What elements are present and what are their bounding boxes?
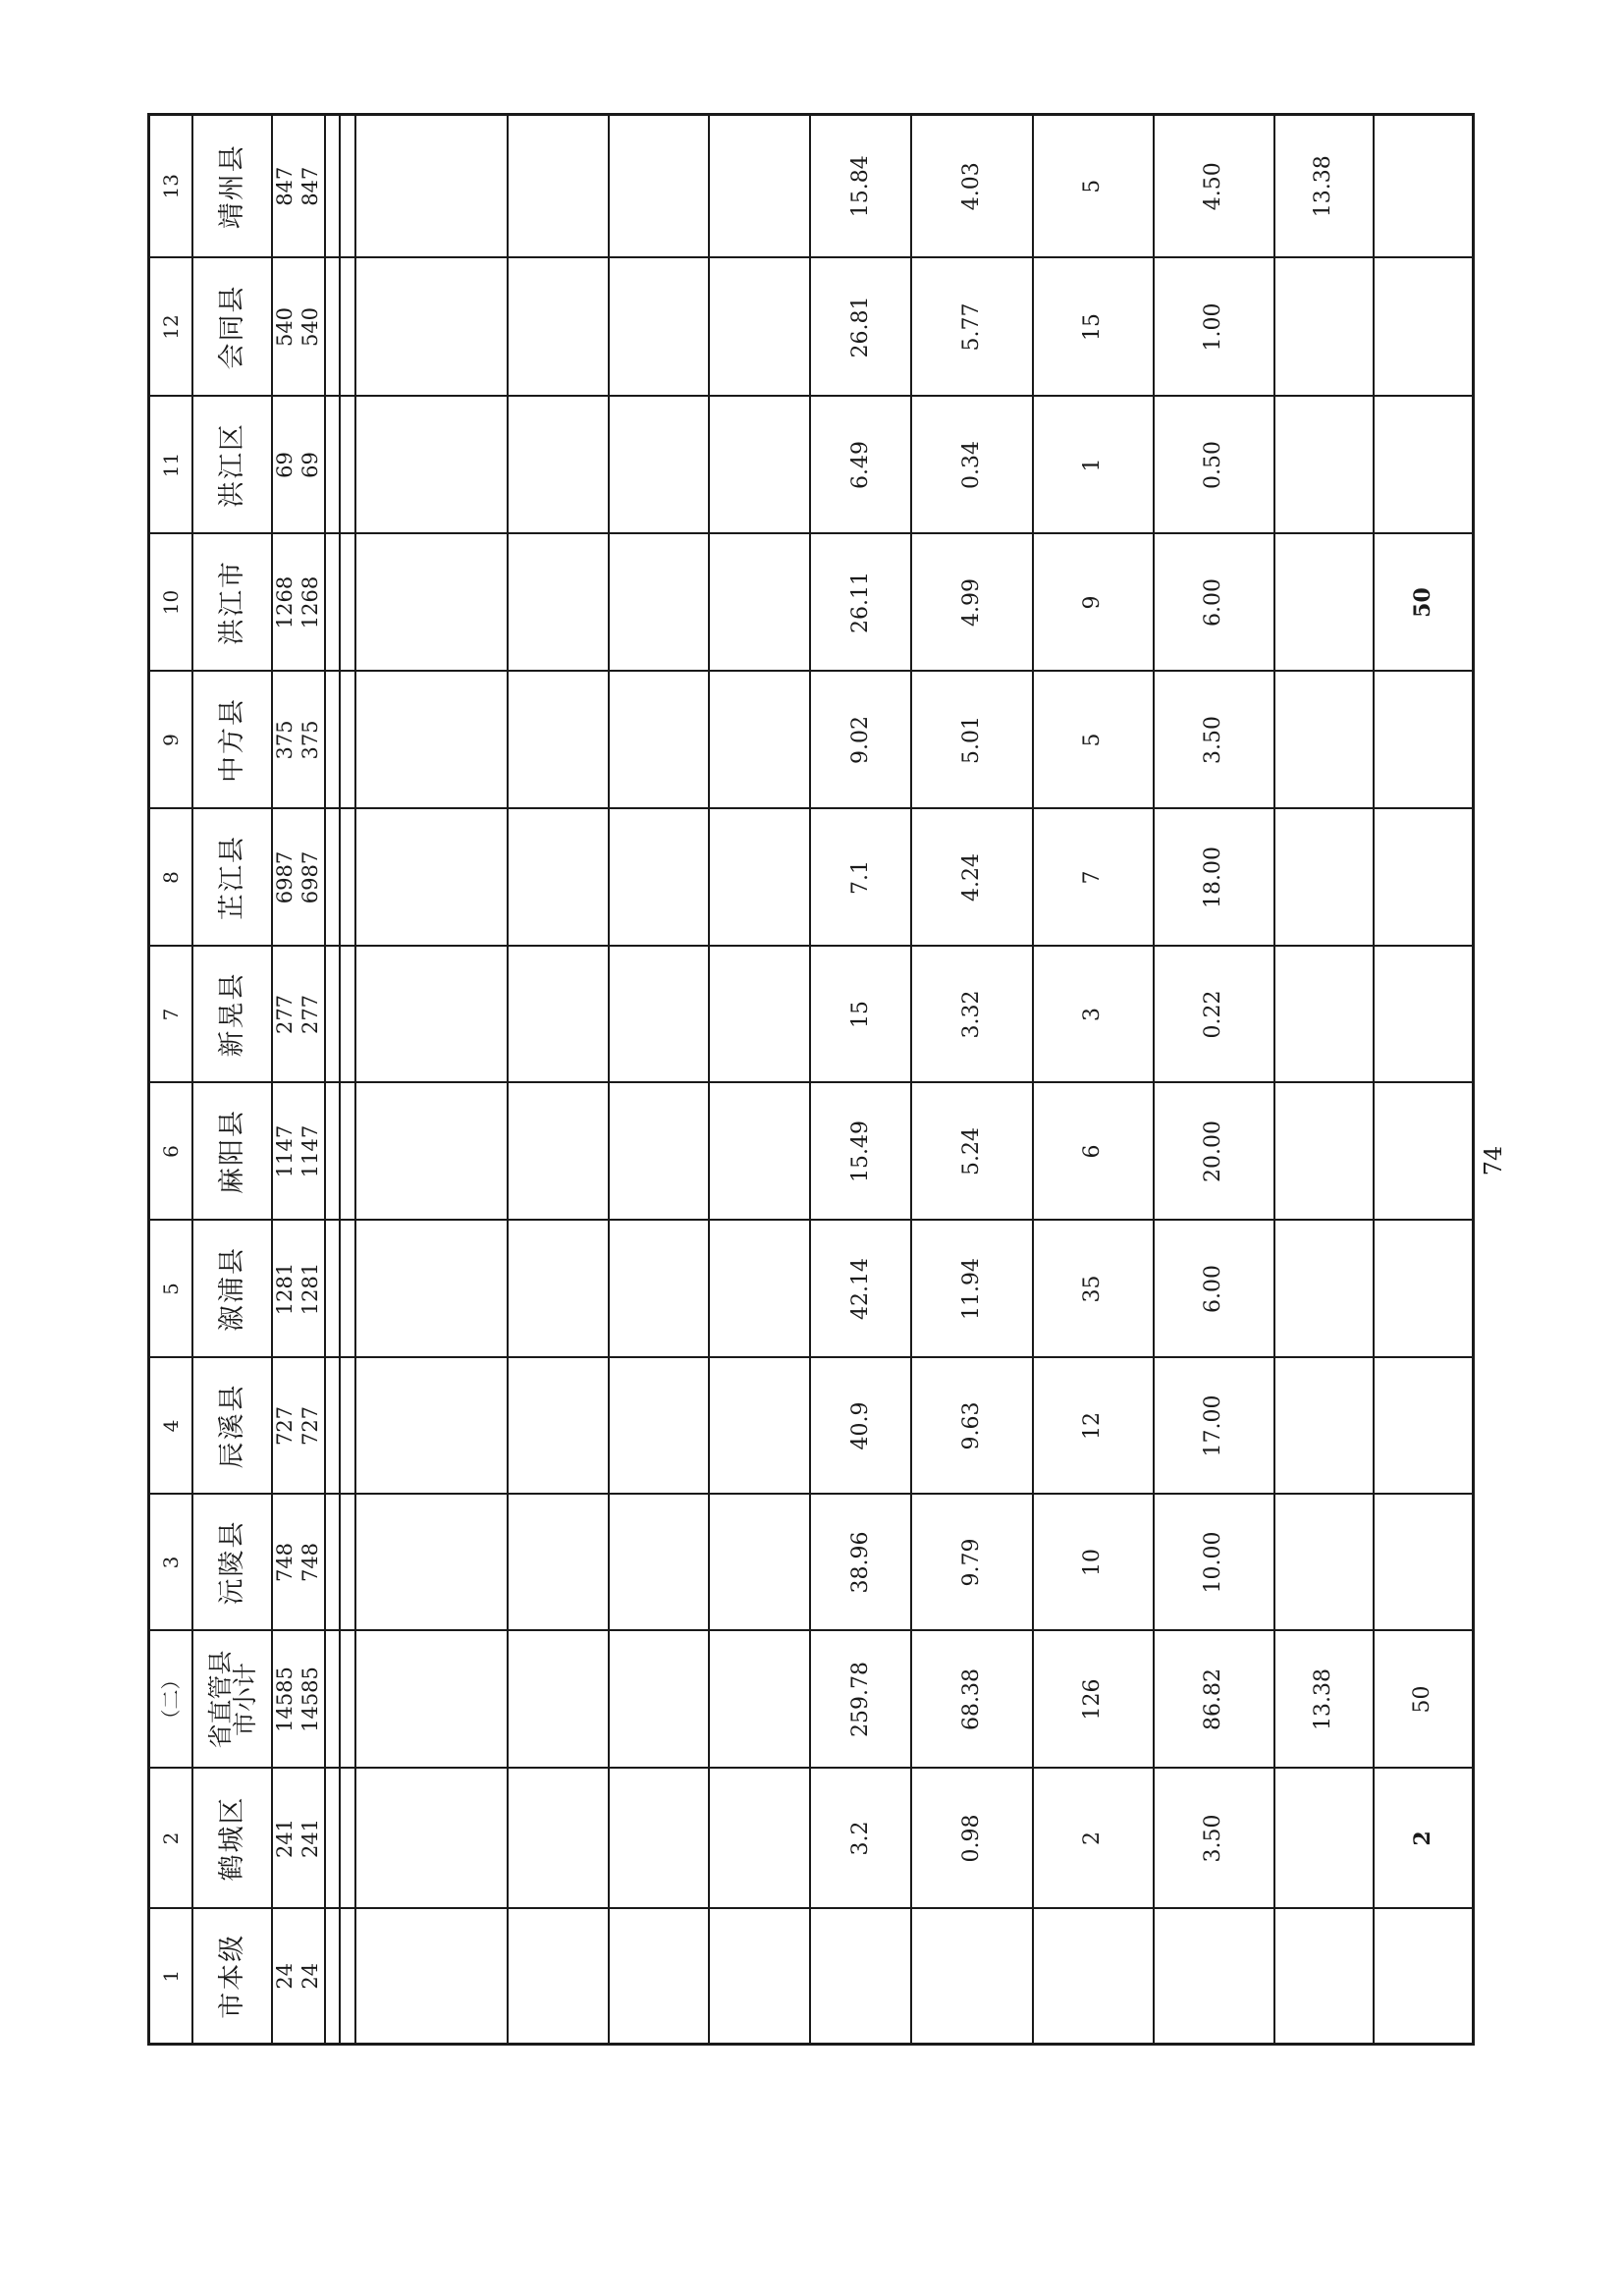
table-cell — [508, 1631, 609, 1769]
table-cell: 3 — [1033, 947, 1154, 1083]
table-cell: 7.1 — [810, 809, 911, 947]
table-cell — [508, 1769, 609, 1909]
region-name: 芷江县 — [192, 809, 272, 947]
column-number: 3 — [149, 1495, 193, 1631]
region-name: 麻阳县 — [192, 1083, 272, 1221]
table-cell — [609, 534, 710, 672]
table-cell — [340, 115, 355, 258]
region-name: 市本级 — [192, 1909, 272, 2045]
table-cell — [1033, 1909, 1154, 2045]
table-cell — [1274, 809, 1374, 947]
table-cell — [325, 115, 341, 258]
table-cell — [709, 809, 810, 947]
column-number: 13 — [149, 115, 193, 258]
column-number: 1 — [149, 1909, 193, 2045]
column-number: 5 — [149, 1221, 193, 1358]
table-cell — [1374, 1909, 1474, 2045]
table-cell: 540 — [298, 258, 325, 397]
table-cell: 24 — [272, 1909, 298, 2045]
table-cell: 1281 — [298, 1221, 325, 1358]
table-cell — [709, 1221, 810, 1358]
table-cell: 24 — [298, 1909, 325, 2045]
column-number: 7 — [149, 947, 193, 1083]
column-number-row — [149, 115, 193, 2045]
table-cell — [508, 534, 609, 672]
table-cell — [355, 1083, 507, 1221]
empty-row — [355, 115, 507, 2045]
region-name: 洪江市 — [192, 534, 272, 672]
table-cell — [1374, 397, 1474, 534]
table-cell — [508, 1358, 609, 1495]
table-cell: 15.84 — [810, 115, 911, 258]
region-name: 溆浦县 — [192, 1221, 272, 1358]
table-cell — [340, 809, 355, 947]
table-cell: 26.81 — [810, 258, 911, 397]
table-cell — [325, 397, 341, 534]
table-cell: 277 — [298, 947, 325, 1083]
table-cell — [1374, 115, 1474, 258]
data-row — [1033, 115, 1154, 2045]
column-number: 8 — [149, 809, 193, 947]
table-cell: 14585 — [298, 1631, 325, 1769]
table-cell: 50 — [1374, 534, 1474, 672]
table-cell: 3.50 — [1154, 1769, 1274, 1909]
table-cell — [609, 1495, 710, 1631]
table-cell: 1147 — [298, 1083, 325, 1221]
table-cell — [709, 672, 810, 809]
table-cell — [609, 1083, 710, 1221]
table-cell: 241 — [272, 1769, 298, 1909]
table-cell: 847 — [272, 115, 298, 258]
table-cell: 6987 — [272, 809, 298, 947]
table-cell — [355, 1495, 507, 1631]
table-cell — [1274, 397, 1374, 534]
table-cell — [1374, 1495, 1474, 1631]
table-cell: 12 — [1033, 1358, 1154, 1495]
table-cell: 6987 — [298, 809, 325, 947]
table-cell: 0.34 — [911, 397, 1032, 534]
region-name: 中方县 — [192, 672, 272, 809]
table-cell: 6 — [1033, 1083, 1154, 1221]
statistics-table — [147, 113, 1475, 2046]
table-cell: 0.50 — [1154, 397, 1274, 534]
value-row-b — [298, 115, 325, 2045]
table-cell — [508, 397, 609, 534]
column-number: 12 — [149, 258, 193, 397]
data-row — [810, 115, 911, 2045]
table-cell — [1374, 1083, 1474, 1221]
column-number: （二） — [149, 1631, 193, 1769]
table-cell — [609, 947, 710, 1083]
table-cell — [325, 1909, 341, 2045]
table-cell — [709, 1083, 810, 1221]
table-cell: 9.63 — [911, 1358, 1032, 1495]
table-cell — [1274, 258, 1374, 397]
table-cell — [1274, 1221, 1374, 1358]
table-cell — [709, 1495, 810, 1631]
column-number: 6 — [149, 1083, 193, 1221]
table-cell: 7 — [1033, 809, 1154, 947]
table-cell — [1374, 672, 1474, 809]
table-cell: 10 — [1033, 1495, 1154, 1631]
table-cell: 375 — [298, 672, 325, 809]
table-cell — [355, 809, 507, 947]
table-cell — [709, 1358, 810, 1495]
table-cell — [609, 397, 710, 534]
data-row — [1154, 115, 1274, 2045]
table-cell: 40.9 — [810, 1358, 911, 1495]
region-name: 新晃县 — [192, 947, 272, 1083]
table-cell — [709, 947, 810, 1083]
table-cell: 5.77 — [911, 258, 1032, 397]
table-cell — [508, 1495, 609, 1631]
empty-row — [508, 115, 609, 2045]
table-cell — [355, 115, 507, 258]
table-cell — [709, 397, 810, 534]
table-cell: 0.22 — [1154, 947, 1274, 1083]
table-cell: 6.00 — [1154, 534, 1274, 672]
table-cell: 0.98 — [911, 1769, 1032, 1909]
table-cell — [340, 1909, 355, 2045]
region-name: 靖州县 — [192, 115, 272, 258]
table-cell: 2 — [1374, 1769, 1474, 1909]
table-cell: 727 — [298, 1358, 325, 1495]
table-cell — [508, 1909, 609, 2045]
table-cell — [609, 1769, 710, 1909]
region-name-row — [192, 115, 272, 2045]
table-cell — [325, 1083, 341, 1221]
region-name-line: 省直管县 — [205, 1650, 235, 1749]
data-row — [1274, 115, 1374, 2045]
table-cell — [609, 258, 710, 397]
table-cell — [709, 534, 810, 672]
table-cell — [340, 1769, 355, 1909]
table-cell — [609, 1631, 710, 1769]
rotated-table-page — [147, 116, 1475, 2046]
table-cell: 26.11 — [810, 534, 911, 672]
table-cell: 727 — [272, 1358, 298, 1495]
table-cell — [911, 1909, 1032, 2045]
table-cell — [508, 947, 609, 1083]
table-cell: 14585 — [272, 1631, 298, 1769]
table-cell: 5.01 — [911, 672, 1032, 809]
table-cell: 9.79 — [911, 1495, 1032, 1631]
empty-row — [340, 115, 355, 2045]
table-cell — [1374, 258, 1474, 397]
table-cell — [325, 947, 341, 1083]
table-cell — [709, 1631, 810, 1769]
table-cell: 15 — [810, 947, 911, 1083]
column-number: 10 — [149, 534, 193, 672]
table-cell — [709, 115, 810, 258]
table-cell — [340, 1083, 355, 1221]
table-cell: 3.2 — [810, 1769, 911, 1909]
table-cell — [1154, 1909, 1274, 2045]
table-cell — [355, 1769, 507, 1909]
table-cell: 375 — [272, 672, 298, 809]
table-cell: 35 — [1033, 1221, 1154, 1358]
table-cell — [609, 1909, 710, 2045]
table-cell — [340, 947, 355, 1083]
data-row — [911, 115, 1032, 2045]
table-cell — [1274, 672, 1374, 809]
table-cell: 2 — [1033, 1769, 1154, 1909]
table-cell — [355, 672, 507, 809]
table-cell — [1274, 1909, 1374, 2045]
table-cell: 13.38 — [1274, 1631, 1374, 1769]
table-cell — [1374, 809, 1474, 947]
column-number: 9 — [149, 672, 193, 809]
table-cell: 1147 — [272, 1083, 298, 1221]
table-cell — [340, 1221, 355, 1358]
empty-row — [325, 115, 341, 2045]
table-cell — [508, 809, 609, 947]
region-name-line: 市小计 — [230, 1663, 259, 1737]
table-cell — [1274, 1358, 1374, 1495]
table-cell: 5 — [1033, 115, 1154, 258]
table-cell: 847 — [298, 115, 325, 258]
table-cell: 11.94 — [911, 1221, 1032, 1358]
table-cell: 1.00 — [1154, 258, 1274, 397]
table-cell: 13.38 — [1274, 115, 1374, 258]
table-cell: 9.02 — [810, 672, 911, 809]
table-cell: 4.50 — [1154, 115, 1274, 258]
data-row — [1374, 115, 1474, 2045]
column-number: 4 — [149, 1358, 193, 1495]
table-cell — [355, 397, 507, 534]
table-cell — [325, 809, 341, 947]
table-cell: 241 — [298, 1769, 325, 1909]
table-cell: 5.24 — [911, 1083, 1032, 1221]
table-cell: 1268 — [272, 534, 298, 672]
table-cell — [1274, 1495, 1374, 1631]
table-cell: 4.99 — [911, 534, 1032, 672]
table-cell: 259.78 — [810, 1631, 911, 1769]
table-cell: 9 — [1033, 534, 1154, 672]
value-row-a — [272, 115, 298, 2045]
empty-row — [709, 115, 810, 2045]
region-name: 沅陵县 — [192, 1495, 272, 1631]
table-cell — [355, 1221, 507, 1358]
table-cell — [810, 1909, 911, 2045]
table-cell: 6.49 — [810, 397, 911, 534]
region-name: 鹤城区 — [192, 1769, 272, 1909]
table-cell — [709, 258, 810, 397]
table-cell: 1 — [1033, 397, 1154, 534]
table-cell — [325, 672, 341, 809]
table-cell — [508, 1221, 609, 1358]
table-cell: 68.38 — [911, 1631, 1032, 1769]
table-cell — [709, 1769, 810, 1909]
table-cell — [340, 672, 355, 809]
table-cell: 20.00 — [1154, 1083, 1274, 1221]
table-cell: 4.24 — [911, 809, 1032, 947]
column-number: 2 — [149, 1769, 193, 1909]
table-cell: 69 — [298, 397, 325, 534]
table-cell: 50 — [1374, 1631, 1474, 1769]
table-cell — [609, 1221, 710, 1358]
table-cell — [709, 1909, 810, 2045]
table-cell — [609, 115, 710, 258]
table-cell: 540 — [272, 258, 298, 397]
table-cell — [508, 672, 609, 809]
table-cell — [340, 1358, 355, 1495]
table-cell: 3.32 — [911, 947, 1032, 1083]
region-name: 辰溪县 — [192, 1358, 272, 1495]
region-name: 洪江区 — [192, 397, 272, 534]
table-cell — [508, 258, 609, 397]
empty-row — [609, 115, 710, 2045]
table-cell — [1274, 534, 1374, 672]
table-cell — [355, 534, 507, 672]
table-cell — [355, 1631, 507, 1769]
table-cell — [340, 397, 355, 534]
table-cell — [1374, 1221, 1474, 1358]
table-cell — [325, 1769, 341, 1909]
table-cell: 15.49 — [810, 1083, 911, 1221]
region-name: 会同县 — [192, 258, 272, 397]
table-cell: 277 — [272, 947, 298, 1083]
table-cell: 69 — [272, 397, 298, 534]
table-cell — [355, 947, 507, 1083]
page-number: 74 — [1480, 1145, 1507, 1176]
table-cell: 3.50 — [1154, 672, 1274, 809]
table-cell — [609, 672, 710, 809]
table-cell — [1274, 1083, 1374, 1221]
table-cell — [325, 1631, 341, 1769]
table-cell: 1281 — [272, 1221, 298, 1358]
table-cell — [355, 1358, 507, 1495]
table-cell: 42.14 — [810, 1221, 911, 1358]
table-cell — [340, 1495, 355, 1631]
table-cell: 18.00 — [1154, 809, 1274, 947]
table-cell — [1274, 947, 1374, 1083]
table-cell — [508, 1083, 609, 1221]
table-cell: 5 — [1033, 672, 1154, 809]
table-cell — [325, 1358, 341, 1495]
table-cell: 38.96 — [810, 1495, 911, 1631]
table-cell: 748 — [272, 1495, 298, 1631]
table-cell — [340, 1631, 355, 1769]
table-cell — [325, 1495, 341, 1631]
table-cell: 4.03 — [911, 115, 1032, 258]
table-cell — [355, 1909, 507, 2045]
table-cell — [325, 1221, 341, 1358]
table-cell: 6.00 — [1154, 1221, 1274, 1358]
table-cell — [355, 258, 507, 397]
table-cell: 17.00 — [1154, 1358, 1274, 1495]
table-cell — [340, 534, 355, 672]
table-cell — [325, 258, 341, 397]
table-cell: 748 — [298, 1495, 325, 1631]
table-cell: 15 — [1033, 258, 1154, 397]
table-cell — [340, 258, 355, 397]
table-cell — [609, 1358, 710, 1495]
table-cell: 126 — [1033, 1631, 1154, 1769]
table-cell — [1374, 1358, 1474, 1495]
table-cell: 1268 — [298, 534, 325, 672]
table-cell — [325, 534, 341, 672]
table-cell — [609, 809, 710, 947]
table-cell: 10.00 — [1154, 1495, 1274, 1631]
table-cell — [508, 115, 609, 258]
table-cell — [1274, 1769, 1374, 1909]
table-cell — [1374, 947, 1474, 1083]
region-name — [192, 1631, 272, 1769]
column-number: 11 — [149, 397, 193, 534]
table-cell: 86.82 — [1154, 1631, 1274, 1769]
